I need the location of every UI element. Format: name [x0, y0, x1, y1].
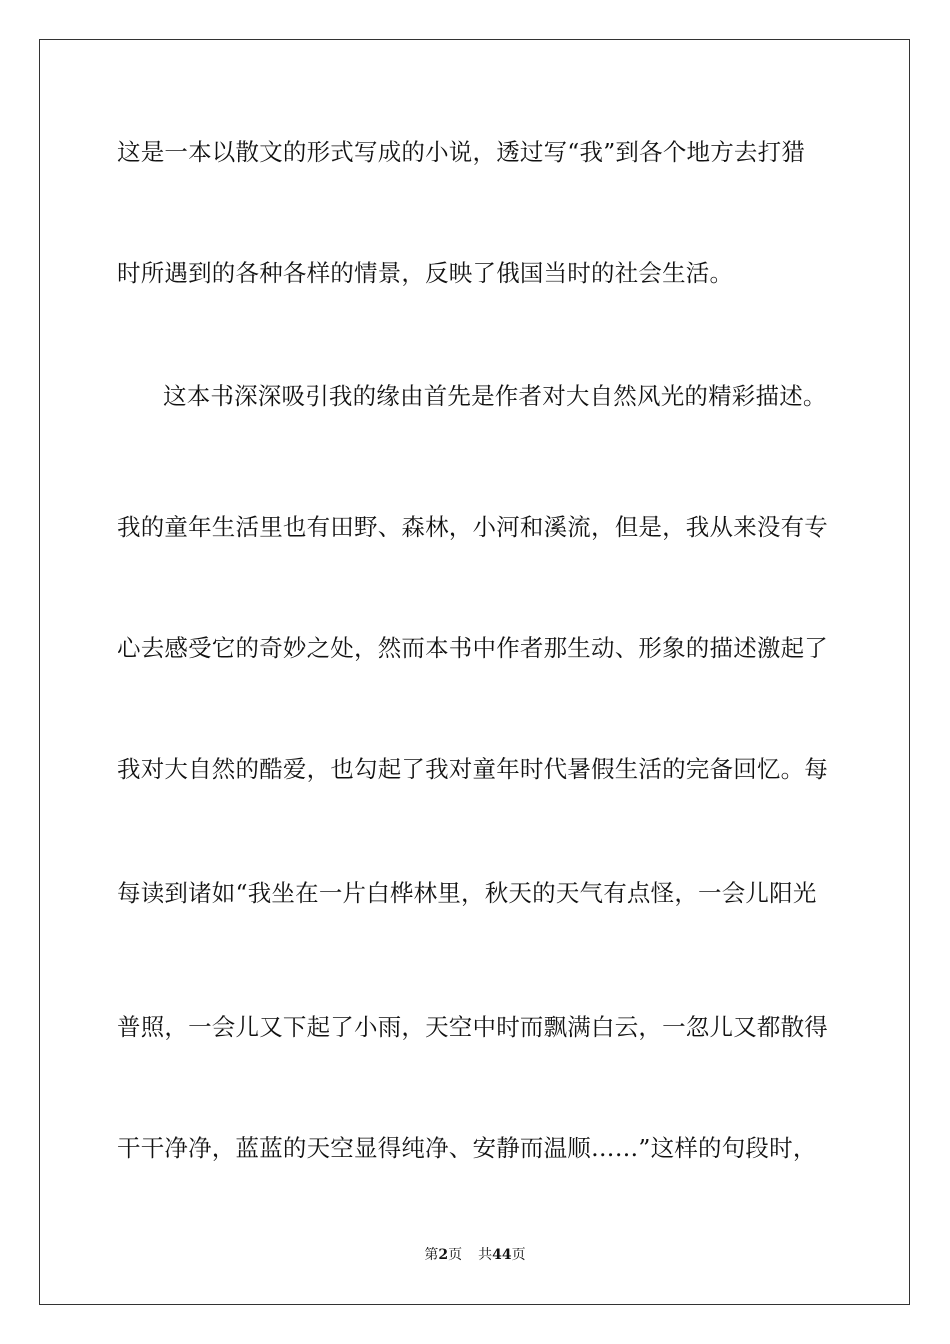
paragraph-line-5: 心去感受它的奇妙之处，然而本书中作者那生动、形象的描述激起了: [117, 634, 828, 662]
total-suffix: 页: [511, 1247, 526, 1263]
paragraph-line-4: 我的童年生活里也有田野、森林，小河和溪流，但是，我从来没有专: [117, 513, 828, 541]
paragraph-line-7: 每读到诸如“我坐在一片白桦林里，秋天的天气有点怪，一会儿阳光: [117, 879, 817, 907]
paragraph-line-1: 这是一本以散文的形式写成的小说，透过写“我”到各个地方去打猎: [117, 138, 806, 166]
paragraph-line-3: 这本书深深吸引我的缘由首先是作者对大自然风光的精彩描述。: [163, 382, 827, 410]
paragraph-line-2: 时所遇到的各种各样的情景，反映了俄国当时的社会生活。: [117, 259, 734, 287]
page-suffix: 页: [448, 1247, 463, 1263]
paragraph-line-9: 干干净净，蓝蓝的天空显得纯净、安静而温顺……”这样的句段时，: [117, 1134, 817, 1162]
total-pages: 44: [492, 1247, 512, 1263]
page-border: [39, 39, 910, 1305]
total-prefix: 共: [478, 1247, 493, 1263]
page-number: 2: [438, 1247, 449, 1263]
page-prefix: 第: [424, 1247, 439, 1263]
paragraph-line-6: 我对大自然的酷爱，也勾起了我对童年时代暑假生活的完备回忆。每: [117, 755, 828, 783]
page-footer: [0, 1245, 950, 1265]
paragraph-line-8: 普照，一会儿又下起了小雨，天空中时而飘满白云，一忽儿又都散得: [117, 1013, 828, 1041]
